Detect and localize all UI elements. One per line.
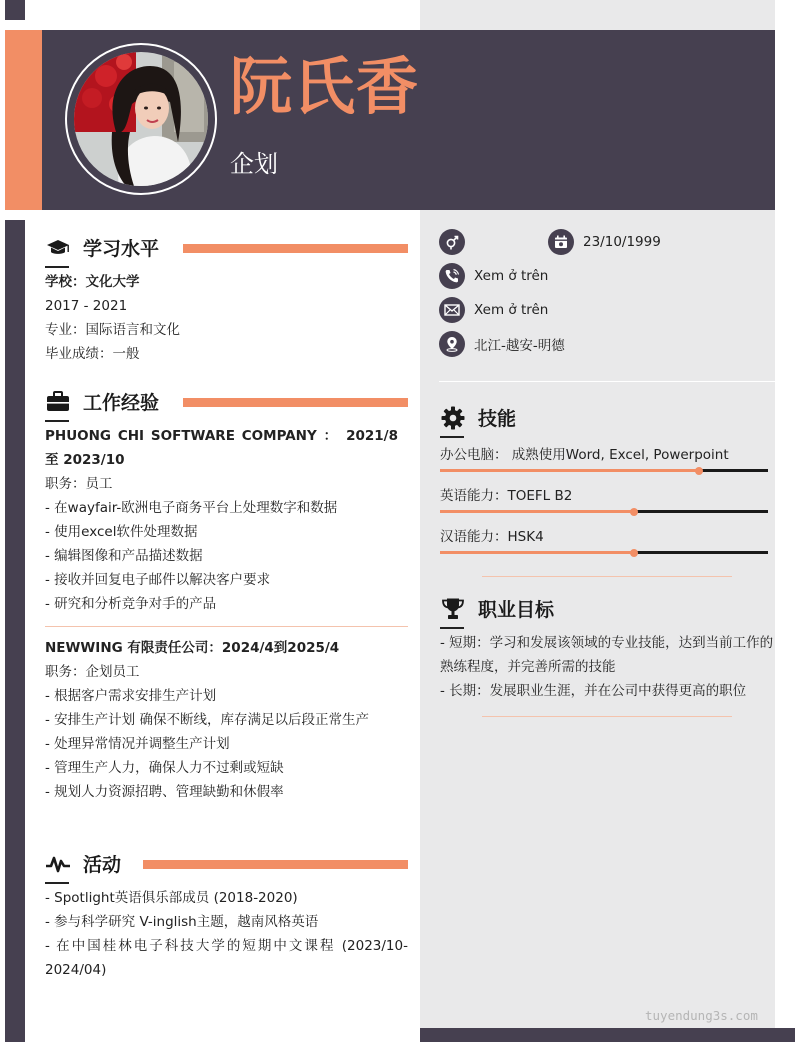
skills-heading: [440, 404, 516, 431]
job-company: PHUONG CHI SOFTWARE COMPANY ： 2021/8 至 2023/10: [45, 428, 398, 468]
graduation-cap-icon: [45, 235, 71, 261]
candidate-role: 企划: [230, 150, 278, 178]
phone-value: Xem ở trên: [474, 268, 549, 284]
education-grade: 毕业成绩：一般: [45, 346, 140, 362]
education-major: 专业：国际语言和文化: [45, 322, 180, 338]
skill-level-bar: [440, 551, 768, 554]
job-entry: [45, 636, 410, 804]
calendar-icon: [548, 229, 574, 255]
job-entry: [45, 424, 398, 616]
location-pin-icon: [439, 331, 465, 357]
activities-heading: [45, 850, 121, 877]
gender-row: [439, 229, 474, 255]
career-goal-heading: [440, 595, 554, 622]
activities-list: [45, 886, 408, 982]
skill-label: 办公电脑： 成熟使用Word, Excel, Powerpoint: [440, 447, 729, 463]
career-goal-item: - 长期：发展职业生涯，并在公司中获得更高的职位: [440, 683, 747, 699]
activity-item: - 在中国桂林电子科技大学的短期中文课程 (2023/10-2024/04): [45, 938, 408, 978]
left-accent-bar: [5, 220, 25, 1042]
experience-heading: [45, 388, 159, 415]
job-duty: - 管理生产人力，确保人力不过剩或短缺: [45, 760, 284, 776]
header-accent-stripe: [5, 30, 42, 210]
education-title-rule: [183, 244, 408, 253]
birthday-value: 23/10/1999: [583, 234, 661, 250]
career-goal-item: - 短期：学习和发展该领域的专业技能，达到当前工作的熟练程度，并完善所需的技能: [440, 635, 774, 675]
skill-label: 英语能力：TOEFL B2: [440, 488, 573, 504]
job-duty: - 处理异常情况并调整生产计划: [45, 736, 230, 752]
address-row: [439, 331, 565, 357]
education-years: 2017 - 2021: [45, 298, 128, 314]
education-section: [45, 270, 410, 366]
job-duty: - 研究和分析竞争对手的产品: [45, 596, 217, 612]
career-goal-title: 职业目标: [478, 599, 555, 621]
job-duty: - 接收并回复电子邮件以解决客户要求: [45, 572, 271, 588]
job-divider: [45, 626, 408, 627]
job-duty: - 在wayfair-欧洲电子商务平台上处理数字和数据: [45, 500, 338, 516]
activities-title: 活动: [83, 854, 122, 876]
phone-icon: [439, 263, 465, 289]
job-duty: - 根据客户需求安排生产计划: [45, 688, 217, 704]
email-value: Xem ở trên: [474, 302, 549, 318]
gender-icon: [439, 229, 465, 255]
candidate-name: 阮氏香: [230, 50, 420, 123]
resume-header: [5, 30, 775, 210]
skills-title: 技能: [478, 408, 517, 430]
skill-label: 汉语能力：HSK4: [440, 529, 544, 545]
gear-icon: [440, 405, 466, 431]
skill-level-fill: [440, 510, 634, 513]
job-position: 职务：企划员工: [45, 664, 140, 680]
job-duty: - 编辑图像和产品描述数据: [45, 548, 203, 564]
activity-item: - Spotlight英语俱乐部成员 (2018-2020): [45, 890, 298, 906]
skills-divider: [482, 576, 732, 577]
bottom-accent-bar: [420, 1028, 795, 1042]
activities-title-rule: [143, 860, 408, 869]
contact-divider: [439, 381, 775, 382]
career-goal-divider: [482, 716, 732, 717]
job-company: NEWWING 有限责任公司：2024/4到2025/4: [45, 640, 340, 656]
skill-level-bar: [440, 469, 768, 472]
pulse-icon: [45, 851, 71, 877]
watermark-text: tuyendung3s.com: [645, 1008, 758, 1023]
skill-level-fill: [440, 551, 634, 554]
job-duty: - 规划人力资源招聘、管理缺勤和休假率: [45, 784, 284, 800]
skill-level-marker: [630, 508, 638, 516]
left-accent-bar-top: [5, 0, 25, 20]
skill-level-marker: [695, 467, 703, 475]
mail-icon: [439, 297, 465, 323]
trophy-icon: [440, 596, 466, 622]
email-row: [439, 297, 548, 323]
education-heading: [45, 234, 159, 261]
skill-level-fill: [440, 469, 699, 472]
briefcase-icon: [45, 389, 71, 415]
phone-row: [439, 263, 548, 289]
skill-level-bar: [440, 510, 768, 513]
education-title: 学习水平: [83, 238, 160, 260]
job-duty: - 安排生产计划 确保不断线，库存满足以后段正常生产: [45, 712, 369, 728]
career-goal-list: [440, 631, 776, 703]
experience-title-rule: [183, 398, 408, 407]
job-position: 职务：员工: [45, 476, 113, 492]
experience-title: 工作经验: [83, 392, 160, 414]
education-school: 学校：文化大学: [45, 274, 140, 290]
skill-level-marker: [630, 549, 638, 557]
address-value: 北江-越安-明德: [474, 338, 565, 354]
activity-item: - 参与科学研究 V-inglish主题，越南风格英语: [45, 914, 319, 930]
avatar: [74, 52, 208, 186]
avatar-frame: [65, 43, 217, 195]
job-duty: - 使用excel软件处理数据: [45, 524, 198, 540]
birthday-row: [548, 229, 661, 255]
